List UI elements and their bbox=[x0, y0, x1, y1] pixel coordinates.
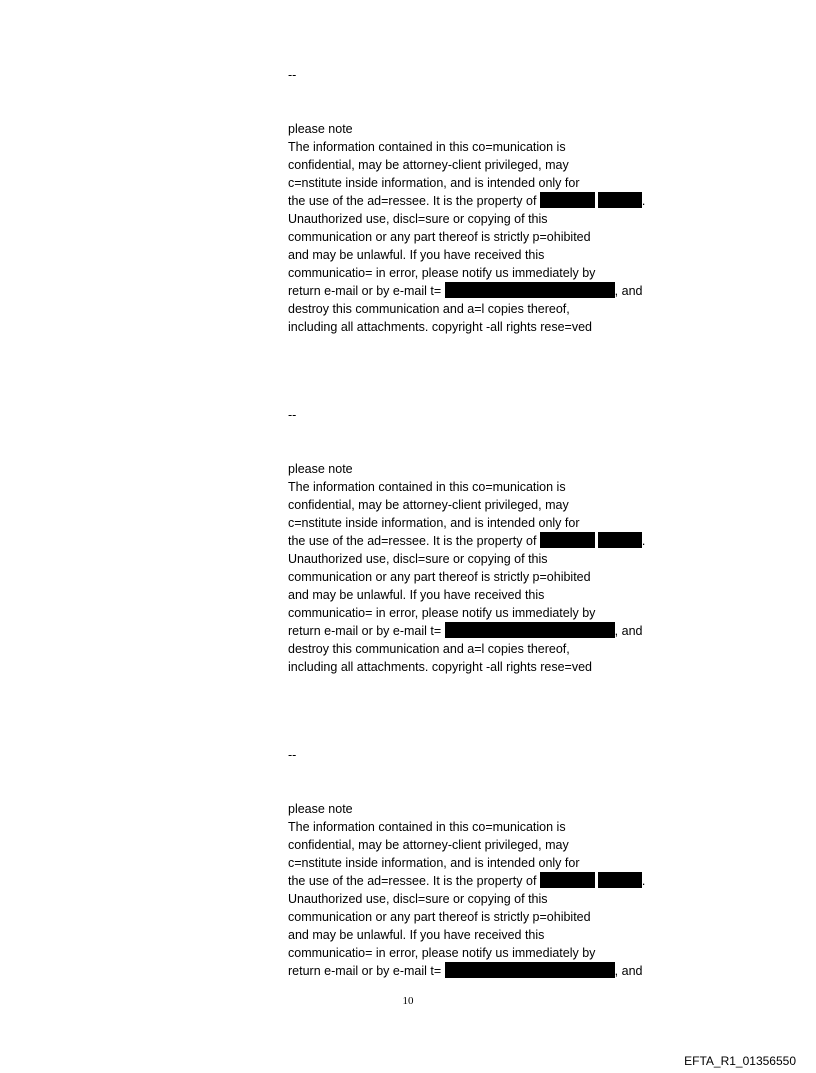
disclaimer-line: and may be unlawful. If you have received this bbox=[288, 588, 545, 602]
disclaimer-line: The information contained in this co=munication is bbox=[288, 820, 566, 834]
disclaimer-line: the use of the ad=ressee. It is the property of . bbox=[288, 194, 646, 208]
disclaimer-line: destroy this communication and a=l copies thereof, bbox=[288, 302, 570, 316]
disclaimer-line: destroy this communication and a=l copies thereof, bbox=[288, 642, 570, 656]
disclaimer-line: return e-mail or by e-mail t= , and bbox=[288, 284, 643, 298]
disclaimer-line: c=nstitute inside information, and is intended only for bbox=[288, 856, 580, 870]
disclaimer-line: including all attachments. copyright -all rights rese=ved bbox=[288, 320, 592, 334]
disclaimer-heading: please note bbox=[288, 462, 353, 476]
redaction-box bbox=[445, 622, 615, 638]
disclaimer-line: and may be unlawful. If you have received this bbox=[288, 928, 545, 942]
redaction-box bbox=[540, 192, 595, 208]
disclaimer-line: Unauthorized use, discl=sure or copying of this bbox=[288, 212, 548, 226]
disclaimer-line: including all attachments. copyright -all rights rese=ved bbox=[288, 660, 592, 674]
disclaimer-line: Unauthorized use, discl=sure or copying of this bbox=[288, 552, 548, 566]
disclaimer-line: confidential, may be attorney-client privileged, may bbox=[288, 838, 569, 852]
disclaimer-line: and may be unlawful. If you have received this bbox=[288, 248, 545, 262]
disclaimer-line: communication or any part thereof is strictly p=ohibited bbox=[288, 910, 591, 924]
disclaimer-line: confidential, may be attorney-client privileged, may bbox=[288, 158, 569, 172]
document-id: EFTA_R1_01356550 bbox=[684, 1054, 796, 1068]
disclaimer-block-2 bbox=[288, 460, 688, 676]
disclaimer-heading: please note bbox=[288, 802, 353, 816]
page-number: 10 bbox=[402, 995, 414, 1007]
disclaimer-block-3 bbox=[288, 800, 688, 980]
disclaimer-line: The information contained in this co=munication is bbox=[288, 140, 566, 154]
disclaimer-heading: please note bbox=[288, 122, 353, 136]
disclaimer-line: confidential, may be attorney-client privileged, may bbox=[288, 498, 569, 512]
disclaimer-line: return e-mail or by e-mail t= , and bbox=[288, 624, 643, 638]
disclaimer-line: communicatio= in error, please notify us immediately by bbox=[288, 946, 596, 960]
redaction-box bbox=[540, 532, 595, 548]
disclaimer-line: communication or any part thereof is strictly p=ohibited bbox=[288, 570, 591, 584]
separator-dashes: -- bbox=[288, 408, 297, 422]
redaction-box bbox=[598, 192, 642, 208]
separator-dashes: -- bbox=[288, 748, 297, 762]
redaction-box bbox=[445, 282, 615, 298]
disclaimer-line: the use of the ad=ressee. It is the property of . bbox=[288, 534, 646, 548]
redaction-box bbox=[445, 962, 615, 978]
separator-dashes: -- bbox=[288, 68, 297, 82]
disclaimer-block-1 bbox=[288, 120, 688, 336]
redaction-box bbox=[540, 872, 595, 888]
disclaimer-line: communicatio= in error, please notify us immediately by bbox=[288, 606, 596, 620]
disclaimer-line: communicatio= in error, please notify us immediately by bbox=[288, 266, 596, 280]
disclaimer-line: c=nstitute inside information, and is intended only for bbox=[288, 176, 580, 190]
disclaimer-line: c=nstitute inside information, and is intended only for bbox=[288, 516, 580, 530]
disclaimer-line: Unauthorized use, discl=sure or copying of this bbox=[288, 892, 548, 906]
disclaimer-line: communication or any part thereof is strictly p=ohibited bbox=[288, 230, 591, 244]
disclaimer-line: the use of the ad=ressee. It is the property of . bbox=[288, 874, 646, 888]
disclaimer-line: The information contained in this co=munication is bbox=[288, 480, 566, 494]
disclaimer-line: return e-mail or by e-mail t= , and bbox=[288, 964, 643, 978]
redaction-box bbox=[598, 532, 642, 548]
redaction-box bbox=[598, 872, 642, 888]
